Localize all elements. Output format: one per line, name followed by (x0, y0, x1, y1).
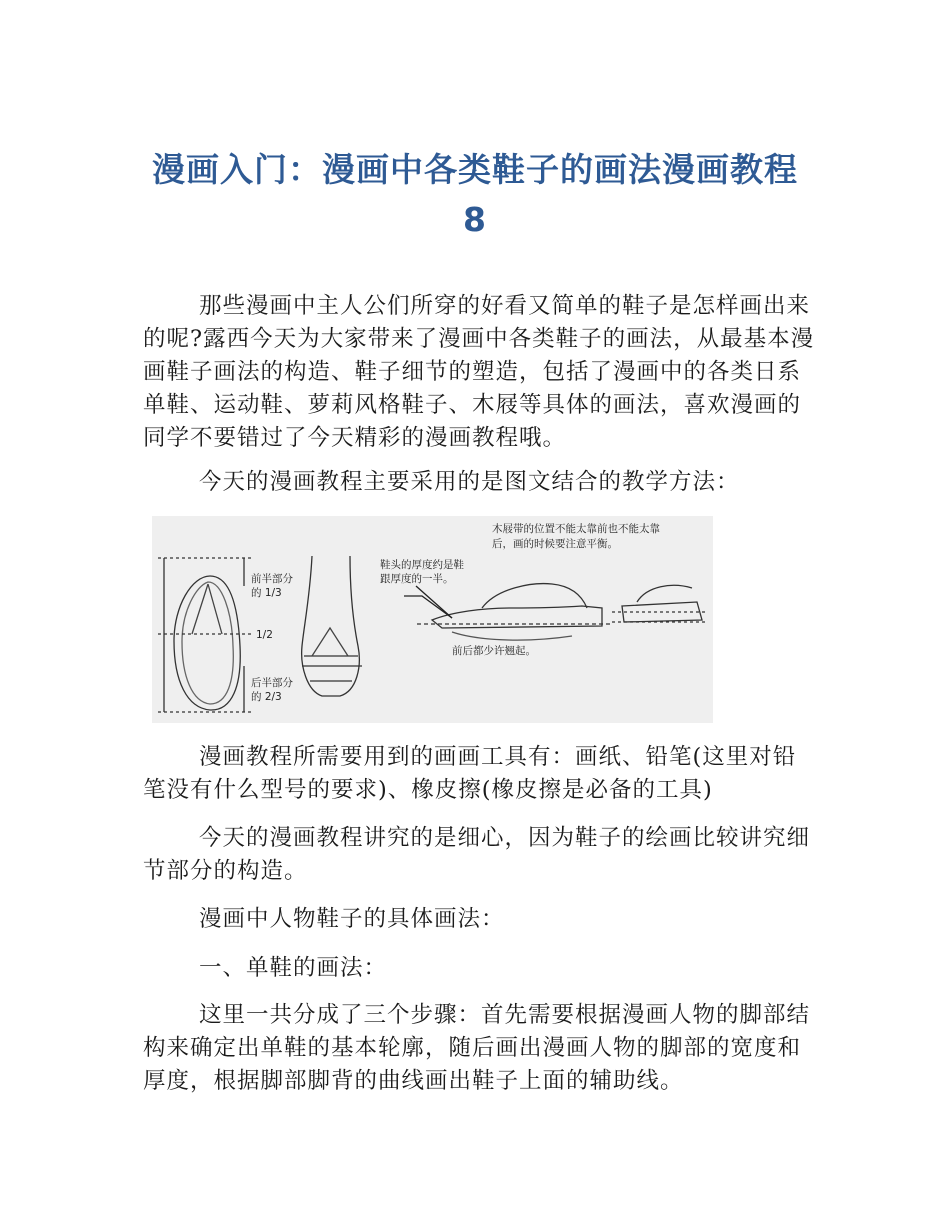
title-line-2: 8 (463, 200, 487, 239)
detail-paragraph: 今天的漫画教程讲究的是细心，因为鞋子的绘画比较讲究细节部分的构造。 (143, 825, 811, 884)
front-third-value: 的 1/3 (251, 587, 282, 599)
method-heading-paragraph: 漫画中人物鞋子的具体画法： (199, 906, 505, 932)
strap-note-1: 木屐带的位置不能太靠前也不能太靠 (492, 523, 660, 535)
back-two-thirds-value: 的 2/3 (251, 691, 282, 703)
steps-paragraph: 这里一共分成了三个步骤：首先需要根据漫画人物的脚部结构来确定出单鞋的基本轮廓，随后画出漫画人物的脚部的宽度和厚度，根据脚部脚背的曲线画出鞋子上面的辅助线。 (143, 1002, 811, 1094)
sandal-diagram-figure (152, 516, 713, 723)
back-two-thirds-label: 后半部分 (251, 677, 293, 689)
toe-thickness-note-1: 鞋头的厚度约是鞋 (380, 559, 464, 571)
section-one-heading: 一、单鞋的画法： (199, 955, 388, 981)
title-line-1: 漫画入门：漫画中各类鞋子的画法漫画教程 (152, 150, 798, 189)
front-third-label: 前半部分 (251, 573, 293, 585)
page-title (0, 145, 950, 245)
strap-note-2: 后，画的时候要注意平衡。 (492, 538, 618, 550)
sandal-diagram (152, 516, 713, 723)
method-paragraph: 今天的漫画教程主要采用的是图文结合的教学方法： (199, 469, 740, 495)
raise-note: 前后都少许翘起。 (452, 645, 536, 657)
tools-paragraph: 漫画教程所需要用到的画画工具有：画纸、铅笔(这里对铅笔没有什么型号的要求)、橡皮擦(橡皮擦是必备的工具) (143, 744, 797, 803)
half-label: 1/2 (256, 629, 273, 641)
intro-paragraph: 那些漫画中主人公们所穿的好看又简单的鞋子是怎样画出来的呢?露西今天为大家带来了漫画中各类鞋子的画法，从最基本漫画鞋子画法的构造、鞋子细节的塑造，包括了漫画中的各类日系单鞋、运动鞋、萝莉风格鞋子、木屐等具体的画法，喜欢漫画的同学不要错过了今天精彩的漫画教程哦。 (143, 293, 815, 451)
toe-thickness-note-2: 跟厚度的一半。 (380, 573, 454, 585)
